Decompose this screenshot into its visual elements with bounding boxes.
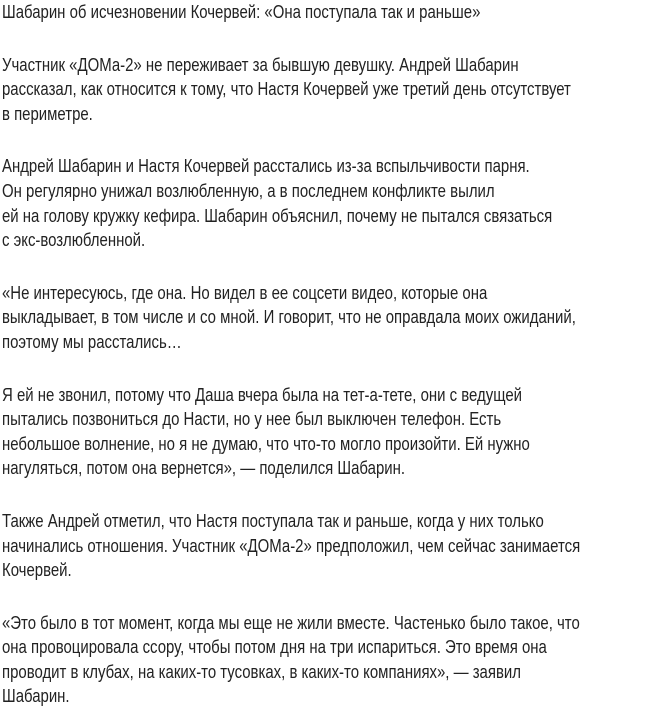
paragraph-quote-1 — [2, 281, 666, 355]
text-line: проводит в клубах, на каких-то тусовках, в каких-то компаниях», — заявил — [2, 661, 521, 682]
text-line: «Это было в тот момент, когда мы еще не жили вместе. Частенько было такое, что — [2, 612, 580, 633]
text-line: небольшое волнение, но я не думаю, что что-то могло произойти. Ей нужно — [2, 433, 530, 454]
text-line: Кочервей. — [2, 560, 72, 581]
paragraph-intro — [2, 53, 666, 127]
text-line: выкладывает, в том числе и со мной. И говорит, что не оправдала моих ожиданий, — [2, 307, 576, 328]
article — [2, 0, 666, 709]
text-line: Шабарин. — [2, 686, 70, 707]
text-line: Я ей не звонил, потому что Даша вчера была на тет-а-тете, они с ведущей — [2, 384, 522, 405]
text-line: нагуляться, потом она вернется», — поделился Шабарин. — [2, 458, 406, 479]
text-line: она провоцировала ссору, чтобы потом дня на три испариться. Это время она — [2, 637, 547, 658]
text-line: в периметре. — [2, 103, 93, 124]
text-line: Участник «ДОМа-2» не переживает за бывшую девушку. Андрей Шабарин — [2, 54, 519, 75]
text-line: поэтому мы расстались… — [2, 331, 182, 352]
text-line: начинались отношения. Участник «ДОМа-2» предположил, чем сейчас занимается — [2, 535, 581, 556]
article-title: Шабарин об исчезновении Кочервей: «Она поступала так и раньше» — [2, 2, 481, 22]
text-line: «Не интересуюсь, где она. Но видел в ее соцсети видео, которые она — [2, 282, 488, 303]
paragraph-context — [2, 509, 666, 583]
text-line: пытались позвониться до Насти, но у нее был выключен телефон. Есть — [2, 409, 502, 430]
text-line: Андрей Шабарин и Настя Кочервей расстались из-за вспыльчивости парня. — [2, 156, 530, 177]
text-line: Он регулярно унижал возлюбленную, а в последнем конфликте вылил — [2, 180, 495, 201]
text-line: рассказал, как относится к тому, что Настя Кочервей уже третий день отсутствует — [2, 79, 571, 100]
paragraph-quote-2 — [2, 383, 666, 481]
paragraph-quote-3 — [2, 611, 666, 709]
text-line: Также Андрей отметил, что Настя поступала так и раньше, когда у них только — [2, 510, 544, 531]
text-line: ей на голову кружку кефира. Шабарин объяснил, почему не пытался связаться — [2, 205, 553, 226]
text-line: с экс-возлюбленной. — [2, 230, 146, 251]
paragraph-breakup — [2, 154, 666, 252]
